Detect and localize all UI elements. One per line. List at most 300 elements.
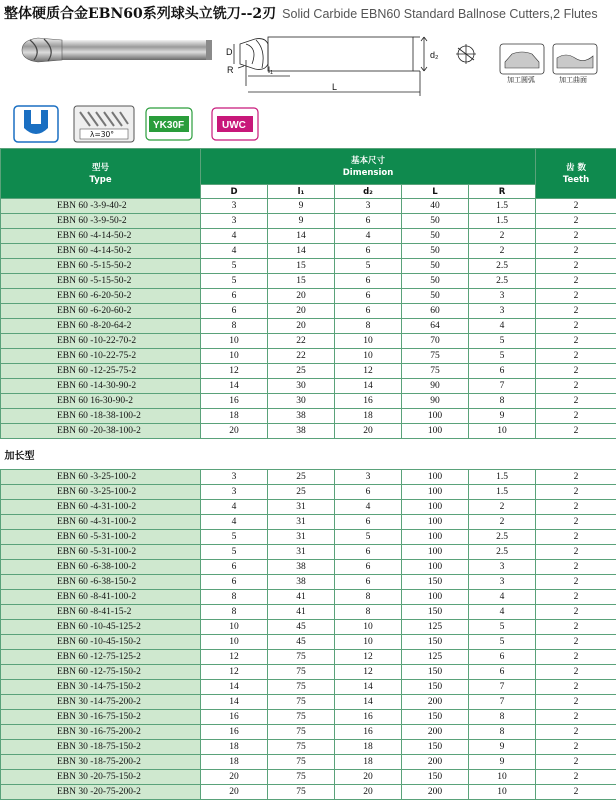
value-cell: 14 bbox=[335, 379, 402, 394]
value-cell: 2 bbox=[536, 379, 616, 394]
table-row bbox=[1, 424, 616, 439]
value-cell: 2 bbox=[536, 650, 616, 665]
value-cell: 2 bbox=[536, 710, 616, 725]
value-cell: 100 bbox=[402, 515, 469, 530]
value-cell: 2 bbox=[536, 545, 616, 560]
table-row bbox=[1, 665, 616, 680]
value-cell: 6 bbox=[335, 289, 402, 304]
value-cell: 100 bbox=[402, 409, 469, 424]
value-cell: 20 bbox=[335, 770, 402, 785]
value-cell: 20 bbox=[268, 289, 335, 304]
value-cell: 38 bbox=[268, 424, 335, 439]
value-cell: 6 bbox=[335, 244, 402, 259]
value-cell: 125 bbox=[402, 650, 469, 665]
value-cell: 7 bbox=[469, 379, 536, 394]
value-cell: 2 bbox=[536, 470, 616, 485]
value-cell: 2.5 bbox=[469, 545, 536, 560]
value-cell: 6 bbox=[201, 304, 268, 319]
end-view-icon bbox=[456, 44, 476, 64]
value-cell: 18 bbox=[335, 740, 402, 755]
value-cell: 9 bbox=[268, 199, 335, 214]
value-cell: 90 bbox=[402, 394, 469, 409]
value-cell: 64 bbox=[402, 319, 469, 334]
value-cell: 2 bbox=[536, 214, 616, 229]
value-cell: 2 bbox=[536, 755, 616, 770]
table-row bbox=[1, 725, 616, 740]
table-row bbox=[1, 620, 616, 635]
model-cell: EBN 60 -10-22-75-2 bbox=[1, 349, 201, 364]
value-cell: 10 bbox=[201, 635, 268, 650]
value-cell: 2 bbox=[536, 635, 616, 650]
value-cell: 10 bbox=[335, 635, 402, 650]
value-cell: 75 bbox=[268, 665, 335, 680]
value-cell: 41 bbox=[268, 605, 335, 620]
value-cell: 7 bbox=[469, 695, 536, 710]
value-cell: 2.5 bbox=[469, 259, 536, 274]
model-cell: EBN 30 -16-75-200-2 bbox=[1, 725, 201, 740]
value-cell: 6 bbox=[335, 214, 402, 229]
value-cell: 6 bbox=[335, 560, 402, 575]
value-cell: 2 bbox=[469, 244, 536, 259]
value-cell: 3 bbox=[201, 199, 268, 214]
value-cell: 150 bbox=[402, 605, 469, 620]
arc-machining-icon bbox=[500, 44, 544, 74]
value-cell: 2 bbox=[536, 605, 616, 620]
table-row bbox=[1, 695, 616, 710]
table-row bbox=[1, 364, 616, 379]
value-cell: 31 bbox=[268, 530, 335, 545]
value-cell: 3 bbox=[335, 199, 402, 214]
value-cell: 8 bbox=[201, 319, 268, 334]
table-row bbox=[1, 214, 616, 229]
value-cell: 150 bbox=[402, 680, 469, 695]
model-cell: EBN 30 -20-75-150-2 bbox=[1, 770, 201, 785]
value-cell: 20 bbox=[335, 424, 402, 439]
extended-section-label: 加长型 bbox=[1, 439, 616, 470]
table-row bbox=[1, 515, 616, 530]
value-cell: 10 bbox=[469, 770, 536, 785]
value-cell: 20 bbox=[268, 304, 335, 319]
value-cell: 4 bbox=[469, 605, 536, 620]
value-cell: 4 bbox=[335, 500, 402, 515]
value-cell: 150 bbox=[402, 575, 469, 590]
value-cell: 100 bbox=[402, 590, 469, 605]
value-cell: 6 bbox=[469, 650, 536, 665]
model-cell: EBN 30 -20-75-200-2 bbox=[1, 785, 201, 800]
value-cell: 14 bbox=[268, 229, 335, 244]
value-cell: 2 bbox=[536, 485, 616, 500]
model-cell: EBN 60 16-30-90-2 bbox=[1, 394, 201, 409]
value-cell: 75 bbox=[268, 695, 335, 710]
value-cell: 9 bbox=[469, 740, 536, 755]
model-cell: EBN 60 -3-9-40-2 bbox=[1, 199, 201, 214]
model-cell: EBN 60 -3-25-100-2 bbox=[1, 470, 201, 485]
model-cell: EBN 60 -6-20-50-2 bbox=[1, 289, 201, 304]
page-title bbox=[4, 3, 598, 19]
table-row bbox=[1, 229, 616, 244]
value-cell: 6 bbox=[335, 485, 402, 500]
value-cell: 8 bbox=[469, 394, 536, 409]
value-cell: 75 bbox=[268, 650, 335, 665]
value-cell: 12 bbox=[335, 650, 402, 665]
table-row bbox=[1, 379, 616, 394]
table-row bbox=[1, 710, 616, 725]
model-cell: EBN 60 -8-20-64-2 bbox=[1, 319, 201, 334]
value-cell: 12 bbox=[201, 650, 268, 665]
extended-section bbox=[1, 439, 616, 470]
model-cell: EBN 30 -14-75-200-2 bbox=[1, 695, 201, 710]
value-cell: 5 bbox=[469, 349, 536, 364]
value-cell: 2 bbox=[536, 530, 616, 545]
value-cell: 6 bbox=[335, 515, 402, 530]
value-cell: 16 bbox=[201, 394, 268, 409]
value-cell: 5 bbox=[469, 620, 536, 635]
model-cell: EBN 60 -20-38-100-2 bbox=[1, 424, 201, 439]
model-cell: EBN 60 -18-38-100-2 bbox=[1, 409, 201, 424]
model-cell: EBN 60 -10-22-70-2 bbox=[1, 334, 201, 349]
coating-badge bbox=[212, 108, 258, 140]
value-cell: 75 bbox=[268, 725, 335, 740]
value-cell: 40 bbox=[402, 199, 469, 214]
value-cell: 90 bbox=[402, 379, 469, 394]
table-row bbox=[1, 349, 616, 364]
label-R: R bbox=[227, 65, 234, 75]
value-cell: 2 bbox=[536, 560, 616, 575]
table-row bbox=[1, 334, 616, 349]
value-cell: 100 bbox=[402, 500, 469, 515]
value-cell: 200 bbox=[402, 725, 469, 740]
value-cell: 18 bbox=[201, 409, 268, 424]
value-cell: 6 bbox=[335, 304, 402, 319]
model-cell: EBN 60 -6-38-150-2 bbox=[1, 575, 201, 590]
value-cell: 5 bbox=[201, 274, 268, 289]
value-cell: 50 bbox=[402, 274, 469, 289]
value-cell: 16 bbox=[335, 394, 402, 409]
table-row bbox=[1, 319, 616, 334]
model-cell: EBN 60 -12-75-150-2 bbox=[1, 665, 201, 680]
value-cell: 2 bbox=[536, 620, 616, 635]
table-row bbox=[1, 409, 616, 424]
col-R: R bbox=[469, 185, 536, 199]
model-cell: EBN 60 -8-41-15-2 bbox=[1, 605, 201, 620]
value-cell: 50 bbox=[402, 259, 469, 274]
col-L: L bbox=[402, 185, 469, 199]
cutter-photo bbox=[22, 38, 212, 62]
value-cell: 2 bbox=[536, 304, 616, 319]
value-cell: 14 bbox=[268, 244, 335, 259]
value-cell: 20 bbox=[335, 785, 402, 800]
value-cell: 16 bbox=[335, 725, 402, 740]
value-cell: 4 bbox=[469, 590, 536, 605]
value-cell: 3 bbox=[335, 470, 402, 485]
col-D: D bbox=[201, 185, 268, 199]
model-cell: EBN 60 -8-41-100-2 bbox=[1, 590, 201, 605]
value-cell: 14 bbox=[201, 379, 268, 394]
table-row bbox=[1, 244, 616, 259]
model-cell: EBN 60 -4-31-100-2 bbox=[1, 515, 201, 530]
table-row bbox=[1, 470, 616, 485]
table-row bbox=[1, 394, 616, 409]
value-cell: 2 bbox=[469, 500, 536, 515]
table-row bbox=[1, 605, 616, 620]
value-cell: 2 bbox=[536, 500, 616, 515]
teeth-header-cn: 齿 数 bbox=[536, 162, 616, 174]
value-cell: 2 bbox=[536, 319, 616, 334]
value-cell: 50 bbox=[402, 289, 469, 304]
value-cell: 5 bbox=[201, 530, 268, 545]
value-cell: 1.5 bbox=[469, 214, 536, 229]
table-row bbox=[1, 545, 616, 560]
model-cell: EBN 60 -10-45-150-2 bbox=[1, 635, 201, 650]
dimension-header-en: Dimension bbox=[201, 167, 535, 179]
value-cell: 18 bbox=[201, 740, 268, 755]
value-cell: 10 bbox=[335, 620, 402, 635]
model-header bbox=[1, 149, 201, 199]
value-cell: 31 bbox=[268, 500, 335, 515]
value-cell: 2 bbox=[536, 349, 616, 364]
table-row bbox=[1, 259, 616, 274]
value-cell: 4 bbox=[201, 244, 268, 259]
value-cell: 3 bbox=[201, 470, 268, 485]
model-header-en: Type bbox=[1, 174, 200, 186]
value-cell: 2 bbox=[536, 424, 616, 439]
value-cell: 2 bbox=[536, 409, 616, 424]
value-cell: 100 bbox=[402, 424, 469, 439]
feature-badges bbox=[0, 104, 616, 144]
value-cell: 50 bbox=[402, 214, 469, 229]
technical-drawing bbox=[234, 37, 427, 96]
table-row bbox=[1, 770, 616, 785]
value-cell: 2.5 bbox=[469, 274, 536, 289]
value-cell: 10 bbox=[201, 620, 268, 635]
value-cell: 8 bbox=[201, 590, 268, 605]
value-cell: 3 bbox=[469, 575, 536, 590]
value-cell: 75 bbox=[268, 770, 335, 785]
table-row bbox=[1, 635, 616, 650]
model-cell: EBN 60 -14-30-90-2 bbox=[1, 379, 201, 394]
value-cell: 50 bbox=[402, 229, 469, 244]
value-cell: 2 bbox=[469, 515, 536, 530]
value-cell: 4 bbox=[201, 500, 268, 515]
value-cell: 14 bbox=[201, 680, 268, 695]
value-cell: 200 bbox=[402, 695, 469, 710]
value-cell: 15 bbox=[268, 259, 335, 274]
model-cell: EBN 30 -18-75-150-2 bbox=[1, 740, 201, 755]
value-cell: 6 bbox=[469, 665, 536, 680]
value-cell: 9 bbox=[268, 214, 335, 229]
value-cell: 20 bbox=[201, 770, 268, 785]
value-cell: 18 bbox=[201, 755, 268, 770]
value-cell: 4 bbox=[201, 515, 268, 530]
process-arc-label: 加工圆弧 bbox=[507, 75, 535, 84]
value-cell: 100 bbox=[402, 545, 469, 560]
value-cell: 38 bbox=[268, 409, 335, 424]
label-D: D bbox=[226, 47, 233, 57]
value-cell: 45 bbox=[268, 635, 335, 650]
value-cell: 3 bbox=[201, 485, 268, 500]
value-cell: 45 bbox=[268, 620, 335, 635]
value-cell: 38 bbox=[268, 560, 335, 575]
value-cell: 25 bbox=[268, 470, 335, 485]
value-cell: 1.5 bbox=[469, 470, 536, 485]
model-cell: EBN 60 -3-25-100-2 bbox=[1, 485, 201, 500]
dimension-header-cn: 基本尺寸 bbox=[201, 155, 535, 167]
table-row bbox=[1, 590, 616, 605]
value-cell: 10 bbox=[201, 349, 268, 364]
table-row bbox=[1, 785, 616, 800]
model-cell: EBN 30 -16-75-150-2 bbox=[1, 710, 201, 725]
value-cell: 1.5 bbox=[469, 199, 536, 214]
value-cell: 6 bbox=[335, 575, 402, 590]
teeth-header-en: Teeth bbox=[536, 174, 616, 186]
value-cell: 7 bbox=[469, 680, 536, 695]
value-cell: 16 bbox=[201, 725, 268, 740]
model-cell: EBN 60 -12-25-75-2 bbox=[1, 364, 201, 379]
value-cell: 12 bbox=[201, 665, 268, 680]
model-cell: EBN 60 -5-31-100-2 bbox=[1, 530, 201, 545]
value-cell: 8 bbox=[335, 319, 402, 334]
value-cell: 41 bbox=[268, 590, 335, 605]
title-english: Solid Carbide EBN60 Standard Ballnose Cutters,2 Flutes bbox=[282, 7, 597, 21]
grade-badge bbox=[146, 108, 192, 140]
value-cell: 2 bbox=[536, 575, 616, 590]
value-cell: 150 bbox=[402, 710, 469, 725]
value-cell: 2 bbox=[536, 199, 616, 214]
value-cell: 2 bbox=[536, 785, 616, 800]
value-cell: 6 bbox=[335, 545, 402, 560]
surface-machining-icon bbox=[553, 44, 597, 74]
label-l1: l₁ bbox=[268, 65, 273, 75]
value-cell: 60 bbox=[402, 304, 469, 319]
model-cell: EBN 60 -5-15-50-2 bbox=[1, 259, 201, 274]
value-cell: 14 bbox=[335, 695, 402, 710]
value-cell: 2 bbox=[536, 665, 616, 680]
value-cell: 3 bbox=[469, 289, 536, 304]
value-cell: 2 bbox=[536, 229, 616, 244]
value-cell: 2 bbox=[536, 364, 616, 379]
value-cell: 10 bbox=[201, 334, 268, 349]
table-row bbox=[1, 500, 616, 515]
value-cell: 2 bbox=[469, 229, 536, 244]
value-cell: 2 bbox=[536, 394, 616, 409]
value-cell: 9 bbox=[469, 755, 536, 770]
value-cell: 4 bbox=[201, 229, 268, 244]
value-cell: 4 bbox=[335, 229, 402, 244]
table-row bbox=[1, 304, 616, 319]
value-cell: 2 bbox=[536, 274, 616, 289]
value-cell: 150 bbox=[402, 635, 469, 650]
model-cell: EBN 60 -4-14-50-2 bbox=[1, 244, 201, 259]
value-cell: 12 bbox=[335, 364, 402, 379]
model-cell: EBN 60 -5-31-100-2 bbox=[1, 545, 201, 560]
value-cell: 38 bbox=[268, 575, 335, 590]
value-cell: 10 bbox=[335, 349, 402, 364]
value-cell: 2 bbox=[536, 725, 616, 740]
value-cell: 75 bbox=[402, 364, 469, 379]
value-cell: 3 bbox=[201, 214, 268, 229]
value-cell: 100 bbox=[402, 560, 469, 575]
value-cell: 75 bbox=[268, 755, 335, 770]
value-cell: 16 bbox=[335, 710, 402, 725]
value-cell: 12 bbox=[335, 665, 402, 680]
col-l1: l₁ bbox=[268, 185, 335, 199]
value-cell: 2 bbox=[536, 259, 616, 274]
extended-rows bbox=[1, 470, 616, 800]
value-cell: 14 bbox=[201, 695, 268, 710]
process-surface-label: 加工曲面 bbox=[559, 75, 587, 84]
value-cell: 10 bbox=[469, 785, 536, 800]
model-cell: EBN 60 -4-14-50-2 bbox=[1, 229, 201, 244]
model-header-cn: 型号 bbox=[1, 162, 200, 174]
value-cell: 5 bbox=[335, 259, 402, 274]
table-row bbox=[1, 680, 616, 695]
value-cell: 22 bbox=[268, 334, 335, 349]
value-cell: 20 bbox=[201, 424, 268, 439]
teeth-header bbox=[536, 149, 616, 199]
table-row bbox=[1, 560, 616, 575]
value-cell: 5 bbox=[469, 334, 536, 349]
table-row bbox=[1, 575, 616, 590]
value-cell: 10 bbox=[469, 424, 536, 439]
value-cell: 70 bbox=[402, 334, 469, 349]
value-cell: 18 bbox=[335, 409, 402, 424]
model-cell: EBN 30 -14-75-150-2 bbox=[1, 680, 201, 695]
value-cell: 2 bbox=[536, 740, 616, 755]
value-cell: 20 bbox=[268, 319, 335, 334]
value-cell: 2 bbox=[536, 680, 616, 695]
value-cell: 8 bbox=[335, 590, 402, 605]
value-cell: 2 bbox=[536, 590, 616, 605]
value-cell: 150 bbox=[402, 770, 469, 785]
value-cell: 8 bbox=[469, 725, 536, 740]
value-cell: 75 bbox=[268, 710, 335, 725]
value-cell: 18 bbox=[335, 755, 402, 770]
value-cell: 2 bbox=[536, 695, 616, 710]
value-cell: 14 bbox=[335, 680, 402, 695]
value-cell: 6 bbox=[201, 560, 268, 575]
value-cell: 25 bbox=[268, 364, 335, 379]
label-L: L bbox=[332, 82, 337, 92]
model-cell: EBN 60 -3-9-50-2 bbox=[1, 214, 201, 229]
value-cell: 125 bbox=[402, 620, 469, 635]
value-cell: 2.5 bbox=[469, 530, 536, 545]
value-cell: 100 bbox=[402, 530, 469, 545]
value-cell: 12 bbox=[201, 364, 268, 379]
value-cell: 50 bbox=[402, 244, 469, 259]
value-cell: 6 bbox=[469, 364, 536, 379]
table-row bbox=[1, 289, 616, 304]
value-cell: 200 bbox=[402, 755, 469, 770]
value-cell: 31 bbox=[268, 515, 335, 530]
value-cell: 2 bbox=[536, 334, 616, 349]
value-cell: 100 bbox=[402, 470, 469, 485]
value-cell: 75 bbox=[268, 740, 335, 755]
col-d2: d₂ bbox=[335, 185, 402, 199]
value-cell: 30 bbox=[268, 379, 335, 394]
value-cell: 8 bbox=[201, 605, 268, 620]
value-cell: 8 bbox=[335, 605, 402, 620]
cutter-drawing bbox=[0, 24, 616, 104]
model-cell: EBN 60 -5-15-50-2 bbox=[1, 274, 201, 289]
model-cell: EBN 30 -18-75-200-2 bbox=[1, 755, 201, 770]
value-cell: 10 bbox=[335, 334, 402, 349]
dimension-header bbox=[201, 149, 536, 185]
helix-angle-label: λ=30° bbox=[90, 130, 114, 139]
model-cell: EBN 60 -6-20-60-2 bbox=[1, 304, 201, 319]
value-cell: 100 bbox=[402, 485, 469, 500]
value-cell: 3 bbox=[469, 304, 536, 319]
model-cell: EBN 60 -4-31-100-2 bbox=[1, 500, 201, 515]
